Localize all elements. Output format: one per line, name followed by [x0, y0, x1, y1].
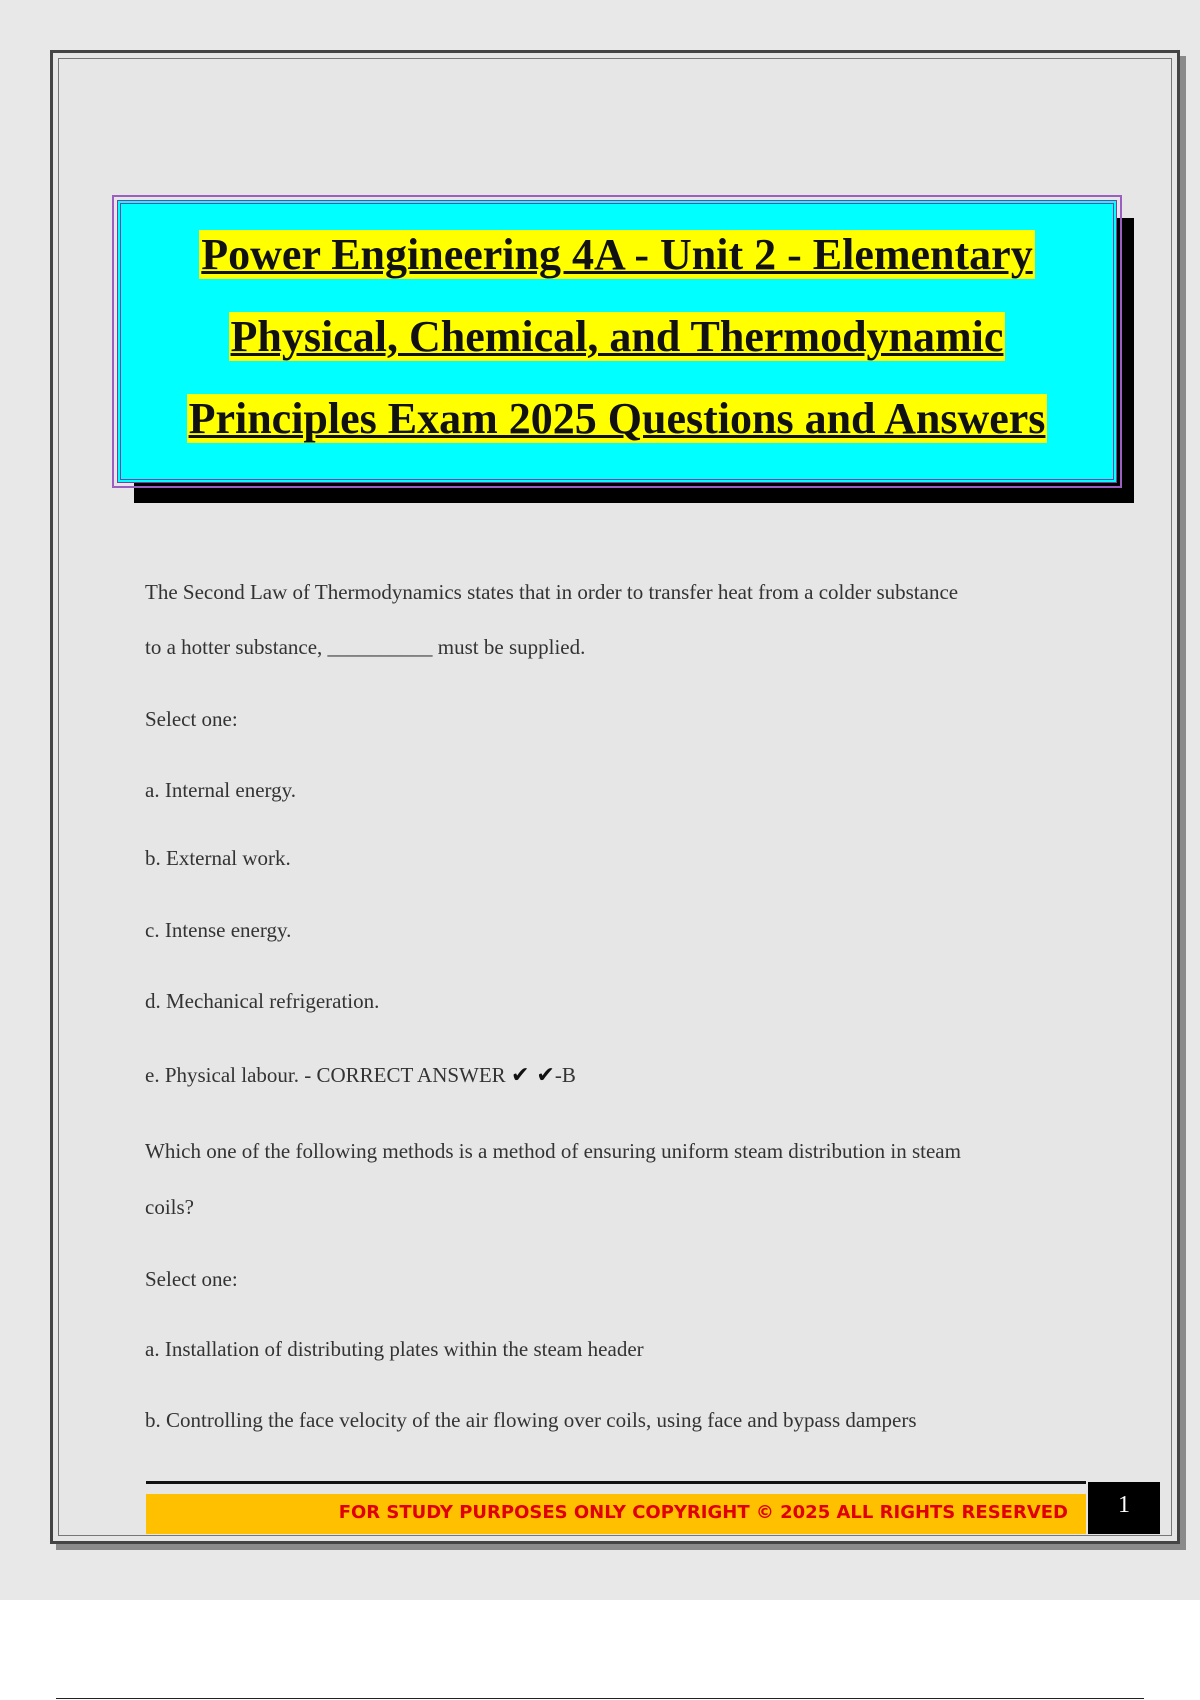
copyright-notice: FOR STUDY PURPOSES ONLY COPYRIGHT © 2025 ALL RIGHTS RESERVED	[338, 1502, 1068, 1523]
page-number: 1	[1118, 1492, 1130, 1518]
q2-select-prompt: Select one:	[145, 1267, 238, 1291]
q1-answer-letter: -B	[554, 1063, 576, 1087]
q1-option-a: a. Internal energy.	[145, 778, 297, 802]
q1-stem-line-1: The Second Law of Thermodynamics states that in order to transfer heat from a colder substance	[145, 580, 959, 604]
footer-bar	[146, 1494, 1086, 1534]
q1-option-b: b. External work.	[145, 846, 291, 870]
q2-option-b: b. Controlling the face velocity of the air flowing over coils, using face and bypass dampers	[145, 1408, 917, 1432]
title-line-1: Power Engineering 4A - Unit 2 - Elementary	[201, 230, 1033, 279]
q2-option-a: a. Installation of distributing plates within the steam header	[145, 1337, 644, 1361]
q1-option-e-text: e. Physical labour. - CORRECT ANSWER	[145, 1063, 506, 1087]
q1-option-d: d. Mechanical refrigeration.	[145, 989, 380, 1013]
q1-stem-line-2: to a hotter substance, __________ must be supplied.	[145, 635, 586, 659]
q1-option-c: c. Intense energy.	[145, 918, 292, 942]
title-line-3: Principles Exam 2025 Questions and Answers	[188, 394, 1046, 443]
q1-select-prompt: Select one:	[145, 707, 238, 731]
footer-divider	[146, 1481, 1086, 1484]
bottom-divider	[56, 1698, 1144, 1699]
title-line-2: Physical, Chemical, and Thermodynamic	[230, 312, 1004, 361]
q2-stem-line-2: coils?	[145, 1195, 194, 1219]
title-box	[117, 200, 1117, 483]
page-number-box	[1088, 1482, 1160, 1534]
q2-stem-line-1: Which one of the following methods is a method of ensuring uniform steam distribution in steam	[145, 1139, 961, 1163]
check-mark-icon: ✔ ✔	[510, 1063, 555, 1088]
document-title	[121, 214, 1113, 460]
q1-option-e	[145, 1063, 576, 1088]
